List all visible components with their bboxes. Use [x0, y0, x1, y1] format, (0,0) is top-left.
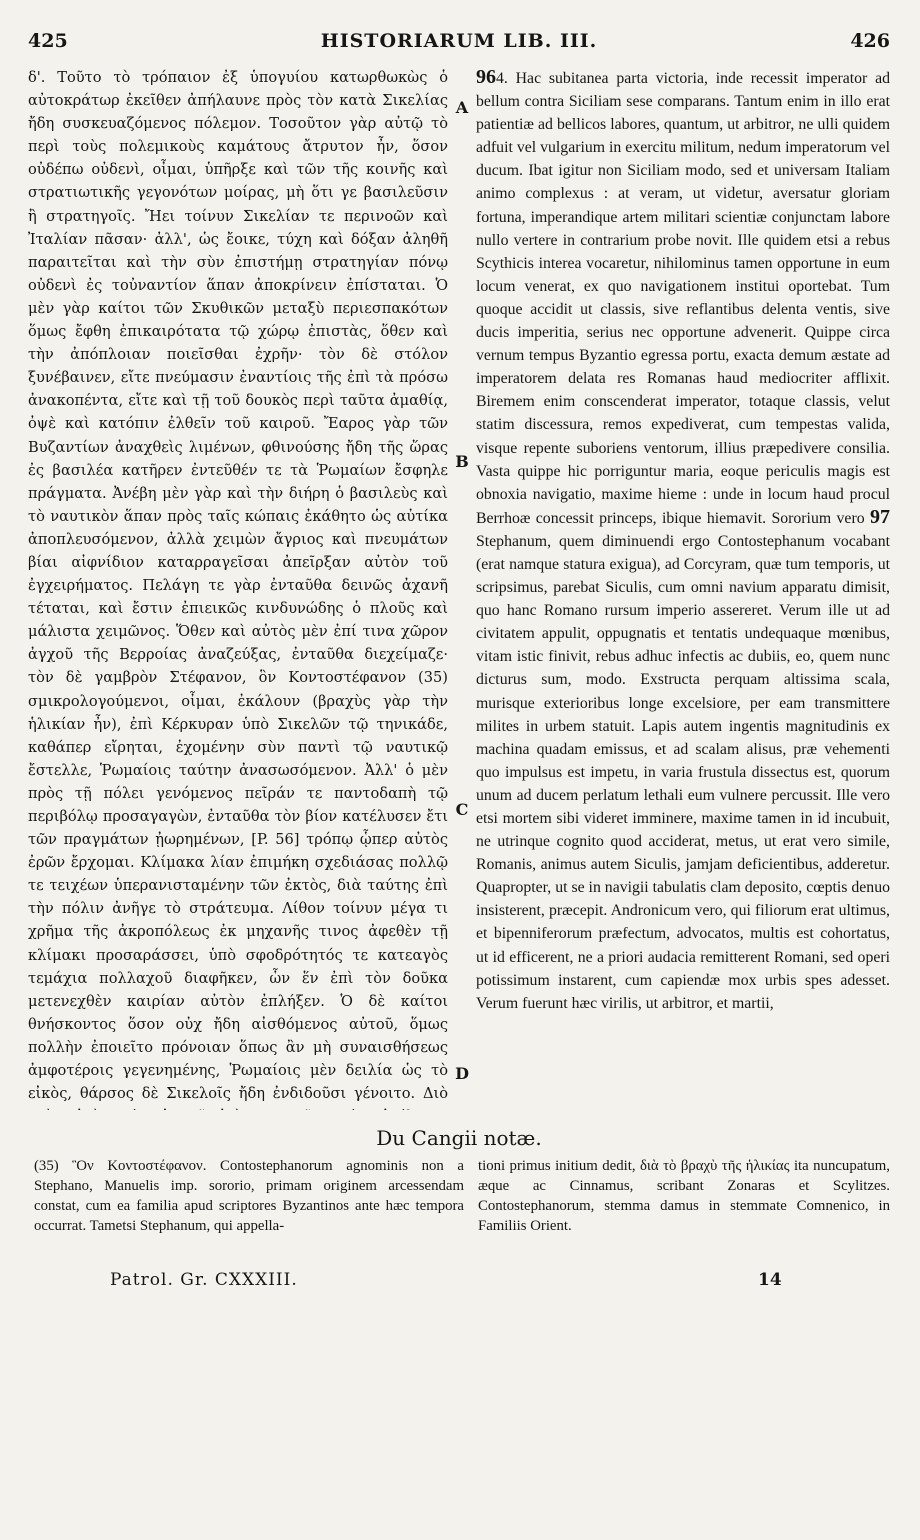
greek-column [28, 66, 448, 1110]
page-number-right: 426 [850, 30, 890, 52]
latin-column [476, 66, 890, 1110]
margin-letter-b: B [455, 452, 469, 471]
notes-title: Du Cangii notæ. [376, 1126, 542, 1150]
section-number: 96 [476, 66, 496, 88]
footnote-text-right: tioni primus initium dedit, διὰ τὸ βραχὺ τῆς ἡλικίας ita nuncupatum, æque ac Cinnamus, scribant Zonaras et Scylitzes. Contostephanorum, stemma damus in stemmate Comnenico, in Familiis Orient. [478, 1158, 890, 1234]
latin-text-part-2: Stephanum, quem diminuendi ergo Contostephanum vocabant (erat namque statura exigua), ad Corcyram, quæ tum temporis, ut scripsimus, parebat Siculis, cum omni navium apparatu dimisit, quo hanc Romano rursum imperio assereret. Verum ille ut ad civitatem appulit, oppugnatis et tentatis undequaque mœnibus, vitam istic finivit, rebus adhuc infectis ac dubiis, eo, quem nunc dicturus sum, modo. Exstructa perquam altissima scala, murisque exterioribus longe excelsiore, per eam transmittere milites in urbem statuit. Lapis autem ingentis magnitudinis ex machina quadam emissus, et ad scalam alisus, præ vehementi quo impulsus est impetu, in varia frustula dissectus est, quorum unum ad ducem perlatum lethali eum vulnere percussit. Ille vero etsi mortem sibi videret imminere, maxime tamen in id incubuit, ne utrinque cognito quod acciderat, metus, ut erat vero simile, Romanis, animus autem Siculis, jamjam deficientibus, adderetur. Quapropter, ut se in navigii tabulatis clam deposito, cœptis denuo insisterent, præcepit. Andronicum vero, qui filiorum erat ultimus, et bipenniferorum præfectum, advocatos, multis est cohortatus, ut id efficerent, ne a priori audacia remitterent Romani, sed operi potissimum instarent, cum capiendæ mox urbis spes adesset. Verum fuerunt hæc virilis, ut arbitror, et martii, [476, 532, 890, 1012]
margin-letters [451, 66, 473, 1110]
page-header [28, 30, 890, 64]
footnote-left-column [34, 1156, 464, 1266]
margin-letter-a: A [455, 98, 469, 117]
section-number: 97 [870, 505, 890, 528]
signature-mark: 14 [758, 1270, 782, 1290]
margin-letter-d: D [455, 1064, 469, 1083]
margin-letter-c: C [455, 800, 469, 819]
latin-text-part-1: 4. Hac subitanea parta victoria, inde recessit imperator ad bellum contra Siciliam sese comparans. Tantum enim in illo erat patientiæ ad bellicos labores, quantum, ut arbitror, ne ulli quidem adfuit vel vulgarium in exercitu militum, nedum imperatorum vel ducum. Ibat igitur non Siciliam modo, sed et universam Italiam animo complexus : at veram, ut videtur, aversatur gloriam fortuna, imperandique artem militari scientiæ conjunctam labore nullo vertere in contrarium probe novit. Ille quidem etsi a rebus Scythicis interea vocaretur, nihilominus tamen opportune in eum locum venerat, ex quo navigationem institui oportebat. Tum quoque accidit ut classis, sive reflantibus delenta ventis, sive ducis imperitia, serius nec opportune advenerit. Quippe circa vernum tempus Byzantio egressa portu, exacta demum æstate ad imperatorem delata res Romanas haud mediocriter afflixit. Biremem enim conscenderat imperator, totaque classis, velut statim discessura, remos expediverat, cum tempestas valida, visque repente suboriens ventorum, illius præpedivere consilia. Vasta quippe hic porriguntur maria, eoque periculis magis est obnoxia navigatio, maxime hieme : unde in locum haud procul Berrhoæ concessit princeps, ibique hiemavit. Sororium vero [476, 70, 890, 527]
footnote-right-column [478, 1156, 890, 1266]
running-title: HISTORIARUM LIB. III. [320, 30, 598, 52]
page-number-left: 425 [28, 30, 68, 52]
footer-series: Patrol. Gr. CXXXIII. [110, 1270, 298, 1290]
latin-paragraph [476, 66, 890, 1015]
page-footer [28, 1270, 890, 1296]
greek-paragraph: δ'. Τοῦτο τὸ τρόπαιον ἐξ ὑπογυίου κατωρθωκὼς ὁ αὐτοκράτωρ ἐκεῖθεν ἀπήλαυνε πρὸς τὸν κατὰ Σικελίας ἤδη συσκευαζόμενος πόλεμον. Τοσοῦτον γὰρ αὐτῷ τὸ περὶ τοὺς πολεμικοὺς καμάτους ἄτρυτον ἦν, ὅσον οὐδέπω οὐδενὶ, οἶμαι, ὑπῆρξε καὶ τῶν τῆς κοινῆς καὶ στρατιωτικῆς γεγονότων μοίρας, μὴ ὅτι γε βασιλεῦσιν ἢ στρατηγοῖς. Ἤει τοίνυν Σικελίαν τε περινοῶν καὶ Ἰταλίαν πᾶσαν· ἀλλ', ὡς ἔοικε, τύχη καὶ δόξαν ἀληθῆ παραιτεῖται καὶ τὴν σὺν ἐπιστήμῃ στρατηγίαν πόνῳ οὐδενὶ ἐς τοὐναντίον ἅπαν ἀποκρίνειν ἐπίσταται. Ὁ μὲν γὰρ καίτοι τῶν Σκυθικῶν μεταξὺ περιεσπακότων ὅμως ἔφθη ἐπικαιρότατα τῷ χώρῳ ἐπιστὰς, ὅθεν καὶ τὴν ἀπόπλοιαν ποιεῖσθαι ἐχρῆν· τὸν δὲ στόλον ξυνέβαινεν, εἴτε πνεύμασιν ἐναντίοις τῆς ἐπὶ τὰ πρόσω ἀνακοπέντα, εἴτε καὶ τῇ τοῦ δουκὸς περὶ ταῦτα ἀμαθίᾳ, ὀψὲ καὶ κατόπιν ἐλθεῖν τοῦ καιροῦ. Ἔαρος γὰρ τῶν Βυζαντίων ἀναχθεὶς λιμένων, φθινούσης ἤδη τῆς ὥρας ἐς βασιλέα κατῆρεν ἐντεῦθέν τε τὰ Ῥωμαίων ἔσφηλε πράγματα. Ἀνέβη μὲν γὰρ καὶ τὴν διήρη ὁ βασιλεὺς καὶ τὸ ναυτικὸν ἅπαν πρὸς ταῖς κώπαις ἐκάθητο ὡς αὐτίκα ἀποπλευσόμενον, ἀλλὰ χειμὼν ἄγριος καὶ πνευμάτων βίαι αἰφνίδιον καταρραγεῖσαι ἀπεῖρξαν αὐτὸν τοῦ ἐγχειρήματος. Πελάγη τε γὰρ ἐνταῦθα δεινῶς ἀχανῆ τέταται, καὶ ἔστιν ἐπιεικῶς κινδυνώδης ὁ πλοῦς καὶ μάλιστα χειμῶνος. Ὅθεν καὶ αὐτὸς μὲν ἐπί τινα χῶρον ἀγχοῦ τῆς Βερροίας ἀναζεύξας, ἐνταῦθα διεχείμαζε· τὸν δὲ γαμβρὸν Στέφανον, ὃν Κοντοστέφανον (35) σμικρολογούμενοι, οἶμαι, ἐκάλουν (βραχὺς γὰρ τὴν ἡλικίαν ἦν), ἐπὶ Κέρκυραν ὑπὸ Σικελῶν τῷ τηνικάδε, καθάπερ εἴρηται, ἐχομένην σὺν παντὶ τῷ ναυτικῷ ἔστελλε, Ῥωμαίοις ταύτην ἀνασωσόμενον. Ἀλλ' ὁ μὲν πρὸς τῇ πόλει γενόμενος πεῖράν τε παντοδαπὴ τῷ περιβόλῳ προσαγαγὼν, ἐνταῦθα τὸν βίον κατέλυσεν ἔτι τῶν πραγμάτων ᾐωρημένων, [P. 56] τρόπῳ ᾧπερ αὐτὸς ἐρῶν ἔρχομαι. Κλίμακα λίαν ἐπιμήκη σχεδιάσας πολλῷ τε τειχέων ὑπερανισταμένην τῶν ἐκτὸς, διὰ ταύτης ἐπὶ τὴν πόλιν ἀνῆγε τὸ στράτευμα. Λίθον τοίνυν μέγα τι χρῆμα τῆς ἀκροπόλεως ἐκ μηχανῆς τινος ἀφεθὲν τῇ κλίμακι προσαράσσει, ὑπὸ σφοδρότητός τε κατεαγὸς τεμάχια πολλαχοῦ διαφῆκεν, ὧν ἕν ἐπὶ τὸν δοῦκα μετενεχθὲν καιρίαν αὐτὸν ἐπλήξεν. Ὁ δὲ καίτοι θνήσκοντος ὅσον οὐχ ἤδη αἰσθόμενος αὐτοῦ, ὅμως πολλὴν ἐποιεῖτο πρόνοιαν ὅπως ἂν μὴ συναισθήσεως ἀμφοτέροις γεγενημένης, Ῥωμαίοις μὲν δειλία ὡς τὸ εἰκὸς, θάρσος δὲ Σικελοῖς ἤδη ἐνδιδοῦσι γένοιτο. Διὸ [28, 69, 448, 1103]
book-page [28, 30, 890, 1520]
footnote-text-left: (35) Ὃν Κοντοστέφανον. Contostephanorum agnominis non a Stephano, Manuelis imp. sororio, primam originem arcessendam constat, cum ea familia apud scriptores Byzantinos ante hæc tempora occurrat. Tametsi Stephanum, qui appella- [34, 1158, 464, 1234]
